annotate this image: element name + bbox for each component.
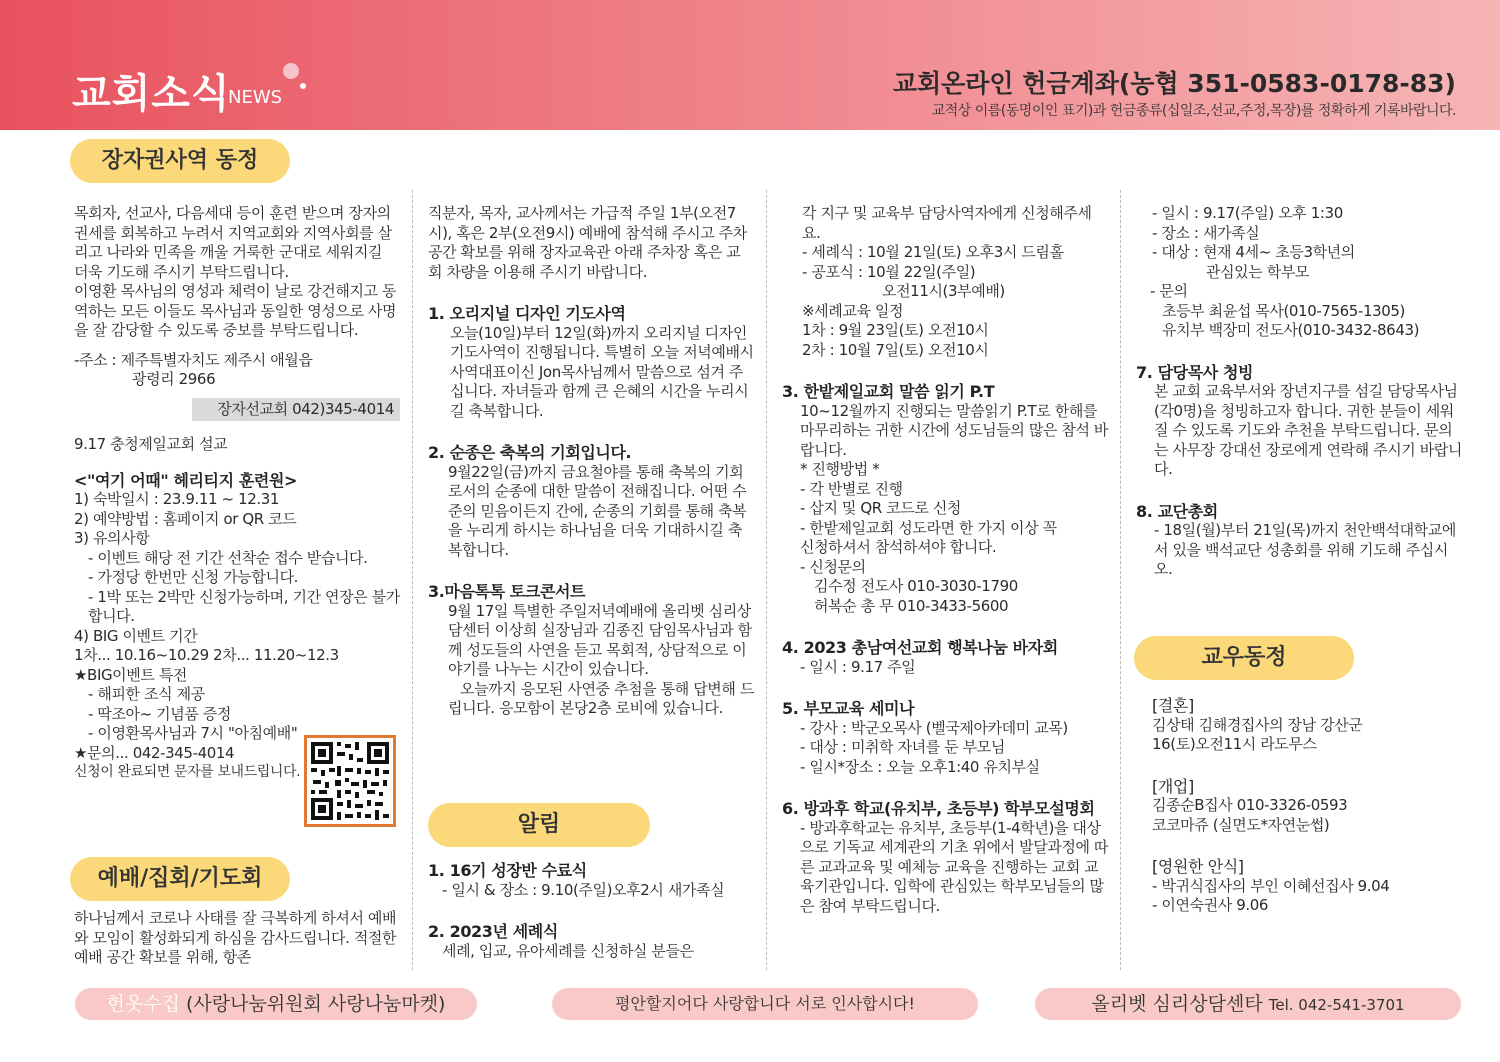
- item-body: - 삽지 및 QR 코드로 신청: [800, 499, 962, 517]
- members-heading: [영원한 안식]: [1152, 857, 1244, 876]
- baptism-body: 1차 : 9월 23일(토) 오전10시: [802, 321, 989, 339]
- footer-counseling-name: 올리벳 심리상담센타: [1091, 993, 1263, 1015]
- phone-box: 장자선교회 042)345-4014: [192, 398, 400, 422]
- item-title: 3. 한밭제일교회 말씀 읽기 P.T: [782, 382, 995, 401]
- members-line: 코코마쥬 (실면도*자연눈썹): [1152, 815, 1330, 834]
- footer-counseling-tel: Tel. 042-541-3701: [1268, 996, 1405, 1014]
- info-line: 초등부 최윤섭 목사(010-7565-1305): [1162, 301, 1405, 320]
- heritage-item: 1) 숙박일시 : 23.9.11 ~ 12.31: [74, 490, 280, 508]
- members-heading: [결혼]: [1152, 696, 1194, 715]
- item-title: 5. 부모교육 세미나: [782, 699, 915, 718]
- heritage-item: 2) 예약방법 : 홈페이지 or QR 코드: [74, 509, 297, 528]
- offering-account: 교회온라인 헌금계좌(농협 351-0583-0178-83): [892, 69, 1456, 98]
- members-line: - 이연숙권사 9.06: [1152, 896, 1268, 914]
- page-title: 교회소식: [72, 71, 231, 117]
- item-body: - 강사 : 박군오목사 (벨국제아카데미 교목): [800, 718, 1068, 737]
- members-line: 김상태 김해경집사의 장남 강산군: [1152, 715, 1363, 734]
- item-title: 3.마음톡톡 토크콘서트: [428, 582, 586, 601]
- footer-counseling-center: [1035, 988, 1461, 1020]
- notice-body: - 일시 & 장소 : 9.10(주일)오후2시 새가족실: [442, 880, 725, 899]
- baptism-body: 오전11시(3부예배): [882, 282, 1005, 300]
- item-body: - 대상 : 미취학 자녀를 둔 부모님: [800, 738, 1005, 756]
- item-title: 7. 담당목사 청빙: [1136, 362, 1254, 382]
- worship-column: [74, 909, 400, 968]
- notice-column: [428, 861, 754, 961]
- item-body: 김수정 전도사 010-3030-1790: [814, 577, 1018, 595]
- item-body: 오늘(10일)부터 12일(화)까지 오리지널 디자인 기도사역이 진행됩니다. 특별히 오늘 저녁예배시 사역대표이신 Jon목사님께서 말씀으로 섬겨 주십니다. 자녀들과 함께 큰 은혜의 시간을 누리시길 축복합니다.: [450, 323, 754, 420]
- heritage-item: 1차... 10.16~10.29 2차... 11.20~12.3: [74, 646, 339, 664]
- info-line: - 문의: [1150, 282, 1188, 300]
- footer-clothes-collection: [75, 988, 477, 1020]
- section-title-notice: 알림: [428, 803, 650, 847]
- item-title: 4. 2023 총남여선교회 행복나눔 바자회: [782, 638, 1058, 657]
- heritage-title: <"여기 어때" 헤리티지 훈련원>: [74, 470, 298, 490]
- parking-paragraph: 직분자, 목자, 교사께서는 가급적 주일 1부(오전7시), 혹은 2부(오전9시) 예배에 참석해 주시고 주차 공간 확보를 위해 장자교육관 아래 주차장 혹은 교회 차량을 이용해 주시기 바랍니다.: [428, 204, 747, 281]
- item-body: 본 교회 교육부서와 장년지구를 섬길 담당목사님(각0명)을 청빙하고자 합니다. 귀한 분들이 세워질 수 있도록 기도와 추천을 부탁드립니다. 문의는 사무장 강대선 장로에게 연락해 주시기 바랍니다.: [1154, 382, 1463, 478]
- item-body: - 방과후학교는 유치부, 초등부(1-4학년)을 대상으로 기독교 세계관의 기초 위에서 발달과정에 따른 교과교육 및 예체능 교육을 진행하는 교회 교육기관입니다. 입학에 관심있는 학부모님들의 많은 참여 부탁드립니다.: [800, 818, 1109, 915]
- prayer-paragraph-1: 목회자, 선교사, 다음세대 등이 훈련 받으며 장자의 권세를 회복하고 누려서 지역교회와 지역사회를 살리고 나라와 민족을 깨울 거룩한 군대로 세워지길 더욱 기도해 주시기 부탁드립니다.: [74, 204, 392, 281]
- info-line: 유치부 백장미 전도사(010-3432-8643): [1162, 321, 1420, 339]
- members-line: 16(토)오전11시 라도무스: [1152, 735, 1317, 753]
- heritage-item: 3) 유의사항: [74, 529, 150, 547]
- notice-title: 1. 16기 성장반 수료식: [428, 861, 587, 880]
- footer-clothes-detail: (사랑나눔위원회 사랑나눔마켓): [186, 993, 446, 1015]
- item-title: 6. 방과후 학교(유치부, 초등부) 학부모설명회: [782, 799, 1095, 818]
- heritage-item: 4) BIG 이벤트 기간: [74, 626, 198, 645]
- heritage-item: ★문의... 042-345-4014: [74, 743, 235, 762]
- decor-dot-small: [300, 83, 306, 89]
- heritage-subitem: - 딱조아~ 기념품 증정: [88, 704, 232, 723]
- item-body: - 한밭제일교회 성도라면 한 가지 이상 꼭 신청하셔서 참석하셔야 합니다.: [800, 518, 1057, 556]
- item-body: 9월 17일 특별한 주일저녁예배에 올리벳 심리상담센터 이상희 실장님과 김종진 담임목사님과 함께 성도들의 사연을 듣고 목회적, 상담적으로 이야기를 나누는 시간이 있습니다.: [448, 601, 752, 678]
- members-heading: [개업]: [1152, 776, 1194, 796]
- column-1: [74, 204, 400, 783]
- info-line: 관심있는 학부모: [1206, 262, 1309, 281]
- heritage-subitem: - 1박 또는 2박만 신청가능하며, 기간 연장은 불가합니다.: [88, 587, 400, 625]
- qr-code[interactable]: [304, 735, 396, 827]
- notice-title: 2. 2023년 세례식: [428, 922, 558, 941]
- heritage-item: ★BIG이벤트 특전: [74, 665, 188, 684]
- heritage-item: 신청이 완료되면 문자를 보내드립니다.: [74, 764, 301, 780]
- heritage-subitem: - 이벤트 해당 전 기간 선착순 접수 받습니다.: [88, 548, 368, 567]
- column-2: [428, 204, 754, 719]
- column-divider: [766, 190, 767, 970]
- item-body: 9월22일(금)까지 금요철야를 통해 축복의 기회로서의 순종에 대한 말씀이 전해집니다. 어떤 수준의 믿음이든지 간에, 순종의 기회를 통해 축복을 누리게 하시는 하나님을 더욱 기대하시길 축복합니다.: [448, 462, 747, 559]
- item-body: * 진행방법 *: [800, 460, 880, 478]
- heritage-subitem: - 해피한 조식 제공: [88, 685, 205, 703]
- item-body: 10~12월까지 진행되는 말씀읽기 P.T로 한해를 마무리하는 귀한 시간에 성도님들의 많은 참석 바랍니다.: [800, 401, 1109, 459]
- info-line: - 장소 : 새가족실: [1152, 223, 1260, 242]
- item-title: 1. 오리지널 디자인 기도사역: [428, 304, 626, 323]
- info-line: - 일시 : 9.17(주일) 오후 1:30: [1152, 204, 1343, 222]
- heritage-subitem: - 이영환목사님과 7시 "아침예배": [88, 724, 298, 742]
- address-line: -주소 : 제주특별자치도 제주시 애월읍: [74, 350, 313, 369]
- section-title-members: 교우동정: [1134, 636, 1354, 680]
- notice-body: 세례, 입교, 유아세례를 신청하실 분들은: [442, 941, 694, 960]
- footer-greeting: 평안할지어다 사랑합니다 서로 인사합시다!: [552, 988, 978, 1020]
- section-title-worship: 예배/집회/기도회: [70, 857, 290, 901]
- info-line: - 대상 : 현재 4세~ 초등3학년의: [1152, 243, 1355, 261]
- header-banner: [0, 0, 1500, 130]
- worship-paragraph: 하나님께서 코로나 사태를 잘 극복하게 하셔서 예배와 모임이 활성화되게 하심을 감사드립니다. 적절한 예배 공간 확보를 위해, 항존: [74, 909, 397, 966]
- baptism-body: - 공포식 : 10월 22일(주일): [802, 262, 976, 281]
- item-title: 8. 교단총회: [1136, 501, 1218, 521]
- column-divider: [412, 190, 413, 970]
- item-body: - 18일(월)부터 21일(목)까지 천안백석대학교에서 있을 백석교단 성총회를 위해 기도해 주십시오.: [1154, 521, 1456, 578]
- section-title-ministry: 장자권사역 동정: [70, 139, 290, 183]
- baptism-body: ※세례교육 일정: [802, 301, 904, 320]
- decor-dot-large: [283, 63, 299, 79]
- sermon-note: 9.17 충청제일교회 설교: [74, 435, 228, 453]
- news-label: NEWS: [228, 87, 283, 108]
- prayer-paragraph-2: 이영환 목사님의 영성과 체력이 날로 강건해지고 동역하는 모든 이들도 목사님과 동일한 영성으로 사명을 잘 감당할 수 있도록 중보를 부탁드립니다.: [74, 282, 397, 339]
- offering-account-note: 교적상 이름(동명이인 표기)과 헌금종류(십일조,선교,주정,목장)를 정확하게 기록바랍니다.: [931, 103, 1456, 119]
- baptism-body: - 세례식 : 10월 21일(토) 오후3시 드림홀: [802, 243, 1064, 261]
- item-body: - 일시*장소 : 오늘 오후1:40 유치부실: [800, 757, 1040, 776]
- members-line: 김종순B집사 010-3326-0593: [1152, 796, 1348, 814]
- item-body: - 일시 : 9.17 주일: [800, 657, 916, 676]
- address-line-2: 광령리 2966: [132, 370, 216, 388]
- column-4: [1136, 204, 1462, 580]
- baptism-body: 각 지구 및 교육부 담당사역자에게 신청해주세요.: [802, 204, 1092, 242]
- item-title: 2. 순종은 축복의 기회입니다.: [428, 443, 632, 462]
- members-column: [1152, 696, 1462, 916]
- column-3: [782, 204, 1108, 916]
- item-body: - 각 반별로 진행: [800, 479, 903, 498]
- column-divider: [1120, 190, 1121, 970]
- footer-clothes-label: 헌옷수집: [106, 993, 180, 1015]
- heritage-subitem: - 가정당 한번만 신청 가능합니다.: [88, 568, 299, 586]
- item-body: 오늘까지 응모된 사연중 추첨을 통해 답변해 드립니다. 응모함이 본당2층 로비에 있습니다.: [448, 679, 754, 717]
- item-body: 허복순 총 무 010-3433-5600: [814, 596, 1009, 615]
- baptism-body: 2차 : 10월 7일(토) 오전10시: [802, 340, 989, 359]
- item-body: - 신청문의: [800, 557, 866, 576]
- members-line: - 박귀식집사의 부인 이혜선집사 9.04: [1152, 876, 1390, 895]
